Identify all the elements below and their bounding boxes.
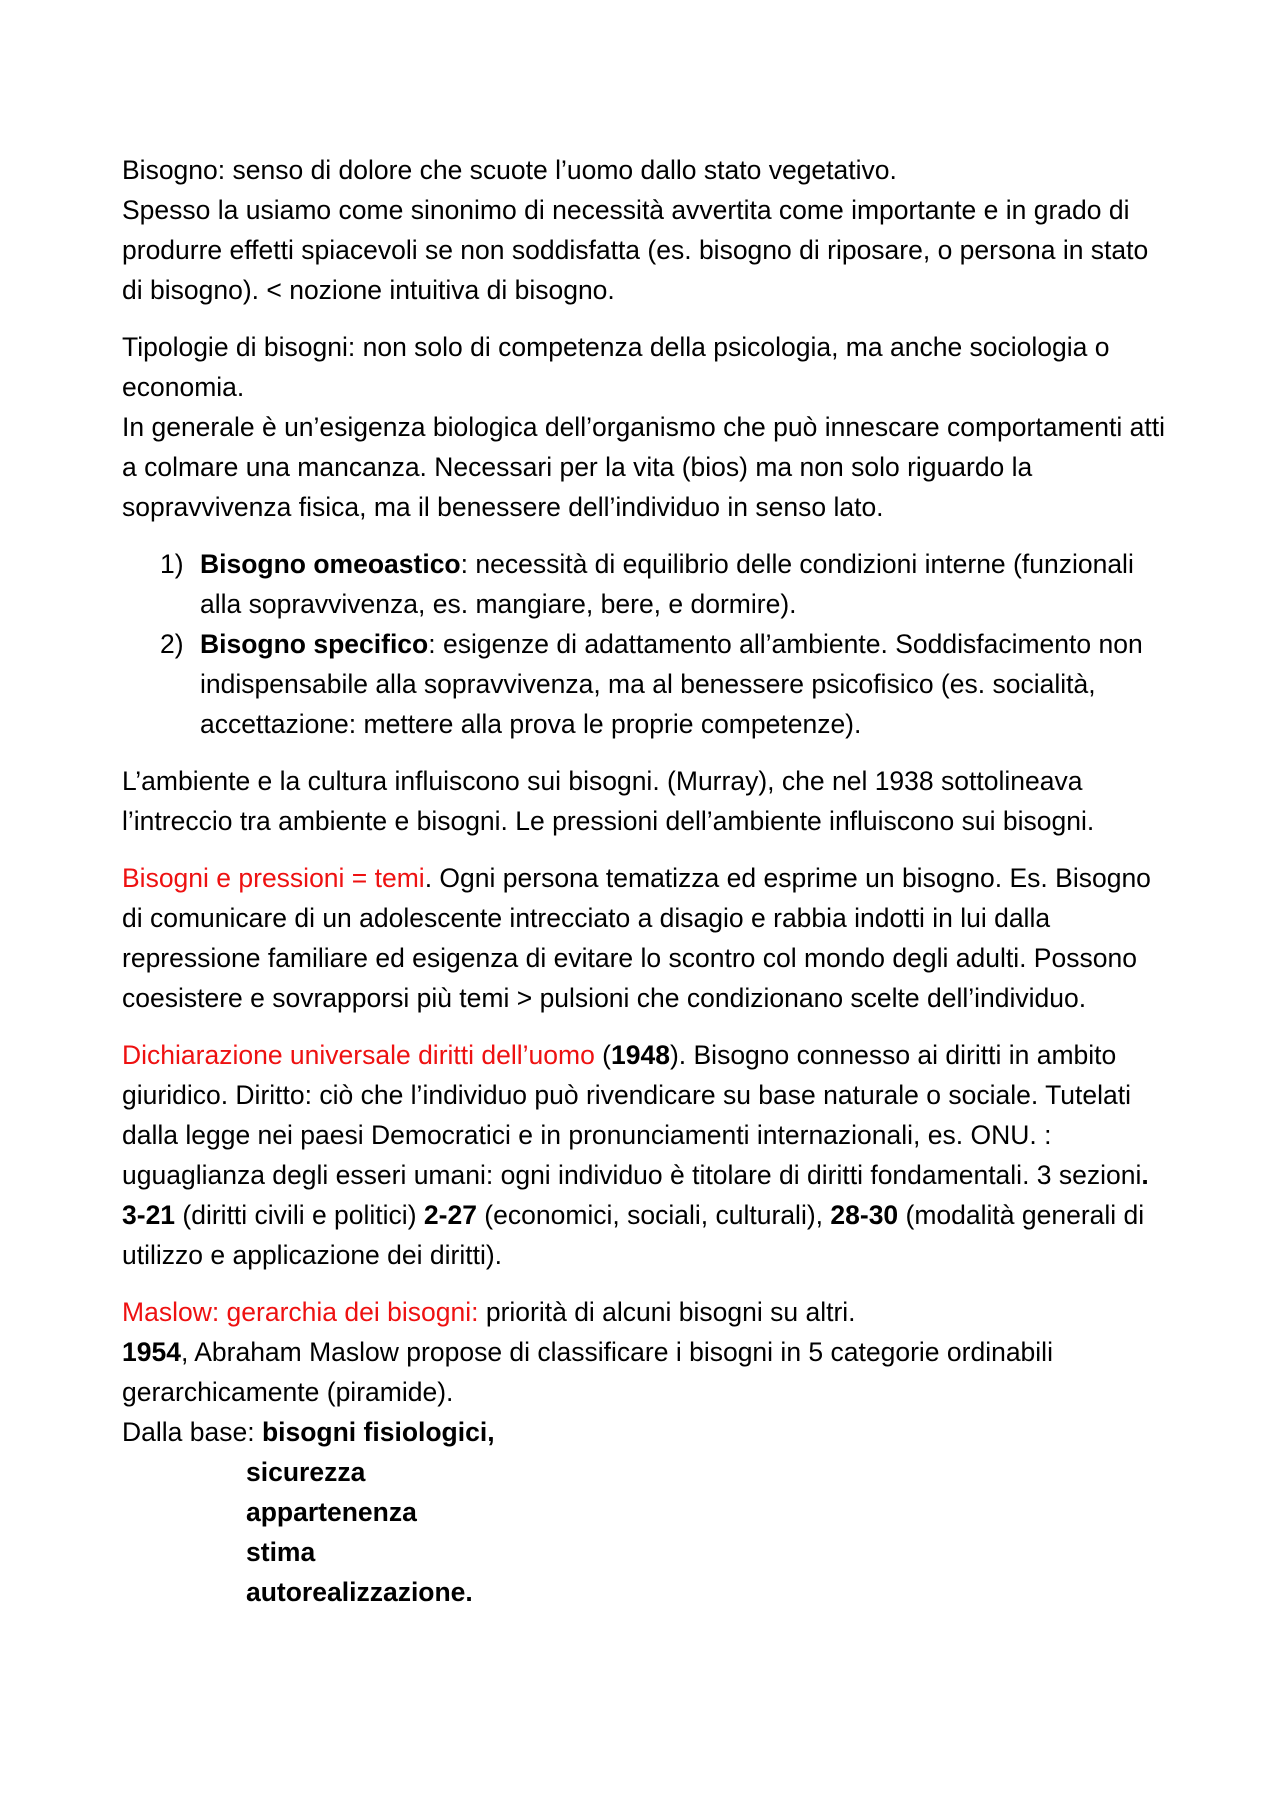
list-text: : necessità di equilibrio delle condizioni interne (funzionali alla sopravvivenza, es. mangiare, bere, e dormire). xyxy=(200,549,1134,619)
year-1954: 1954 xyxy=(122,1337,181,1367)
document-page xyxy=(122,150,1172,1612)
maslow-level: sicurezza xyxy=(246,1457,366,1487)
highlight-maslow: Maslow: gerarchia dei bisogni: xyxy=(122,1297,479,1327)
paragraph-ambiente-cultura: L’ambiente e la cultura influiscono sui bisogni. (Murray), che nel 1938 sottolineava l’intreccio tra ambiente e bisogni. Le pressioni dell’ambiente influiscono sui bisogni. xyxy=(122,766,1095,836)
text-maslow-classify: , Abraham Maslow propose di classificare i bisogni in 5 categorie ordinabili gerarchicamente (piramide). xyxy=(122,1337,1053,1407)
text-dichiarazione-4: (modalità generali di utilizzo e applicazione dei diritti). xyxy=(122,1200,1145,1270)
text-dichiarazione-1: ). Bisogno connesso ai diritti in ambito giuridico. Diritto: ciò che l’individuo può rivendicare su base naturale o sociale. Tutelati dalla legge nei paesi Democratici e in pronunciamenti internazionali, es. ONU. : uguaglianza degli esseri umani: ogni individuo è titolare di diritti fondamentali. 3 sezioni xyxy=(122,1040,1142,1190)
maslow-level: appartenenza xyxy=(246,1497,417,1527)
text-esigenza-biologica: In generale è un’esigenza biologica dell’organismo che può innescare comportamenti atti a colmare una mancanza. Necessari per la vita (bios) ma non solo riguardo la sopravvivenza fisica, ma il benessere dell’individuo in senso lato. xyxy=(122,412,1165,522)
highlight-bisogni-pressioni: Bisogni e pressioni = temi xyxy=(122,863,425,893)
paragraph-tipologie xyxy=(122,327,1172,527)
list-term: Bisogno specifico xyxy=(200,629,429,659)
list-term: Bisogno omeoastico xyxy=(200,549,461,579)
paragraph-maslow xyxy=(122,1292,1172,1452)
maslow-level: autorealizzazione. xyxy=(246,1577,473,1607)
text-tipologie: Tipologie di bisogni: non solo di competenza della psicologia, ma anche sociologia o economia. xyxy=(122,332,1110,402)
text-maslow-priority: priorità di alcuni bisogni su altri. xyxy=(478,1297,856,1327)
range-3-21: . 3-21 xyxy=(122,1160,1149,1230)
text-bisogno-intuitive: Spesso la usiamo come sinonimo di necessità avvertita come importante e in grado di produrre effetti spiacevoli se non soddisfatta (es. bisogno di riposare, o persona in stato di bisogno). < nozione intuitiva di bisogno. xyxy=(122,195,1149,305)
text-dichiarazione-2: (diritti civili e politici) xyxy=(175,1200,424,1230)
list-number: 2) xyxy=(160,629,184,659)
list-item xyxy=(160,624,1172,744)
list-number: 1) xyxy=(160,549,184,579)
range-28-30: 28-30 xyxy=(830,1200,899,1230)
text-bisogno-definition: Bisogno: senso di dolore che scuote l’uomo dallo stato vegetativo. xyxy=(122,155,897,185)
highlight-dichiarazione: Dichiarazione universale diritti dell’uomo xyxy=(122,1040,595,1070)
year-1948: 1948 xyxy=(611,1040,670,1070)
paragraph-bisogni-pressioni xyxy=(122,858,1172,1018)
text-dichiarazione-3: (economici, sociali, culturali), xyxy=(476,1200,831,1230)
text-open-paren: ( xyxy=(594,1040,611,1070)
text-bisogni-pressioni: . Ogni persona tematizza ed esprime un bisogno. Es. Bisogno di comunicare di un adolescente intrecciato a disagio e rabbia indotti in lui dalla repressione familiare ed esigenza di evitare lo scontro col mondo degli adulti. Possono coesistere e sovrapporsi più temi > pulsioni che condizionano scelte dell’individuo. xyxy=(122,863,1151,1013)
bisogni-list xyxy=(122,544,1172,744)
maslow-level: bisogni fisiologici, xyxy=(261,1417,495,1447)
paragraph-bisogno-definition xyxy=(122,150,1172,310)
paragraph-dichiarazione xyxy=(122,1035,1172,1275)
list-text: : esigenze di adattamento all’ambiente. Soddisfacimento non indispensabile alla sopravvivenza, ma al benessere psicofisico (es. socialità, accettazione: mettere alla prova le proprie competenze). xyxy=(200,629,1143,739)
maslow-level: stima xyxy=(246,1537,316,1567)
text-dalla-base: Dalla base: xyxy=(122,1417,262,1447)
list-item xyxy=(160,544,1172,624)
range-2-27: 2-27 xyxy=(423,1200,477,1230)
